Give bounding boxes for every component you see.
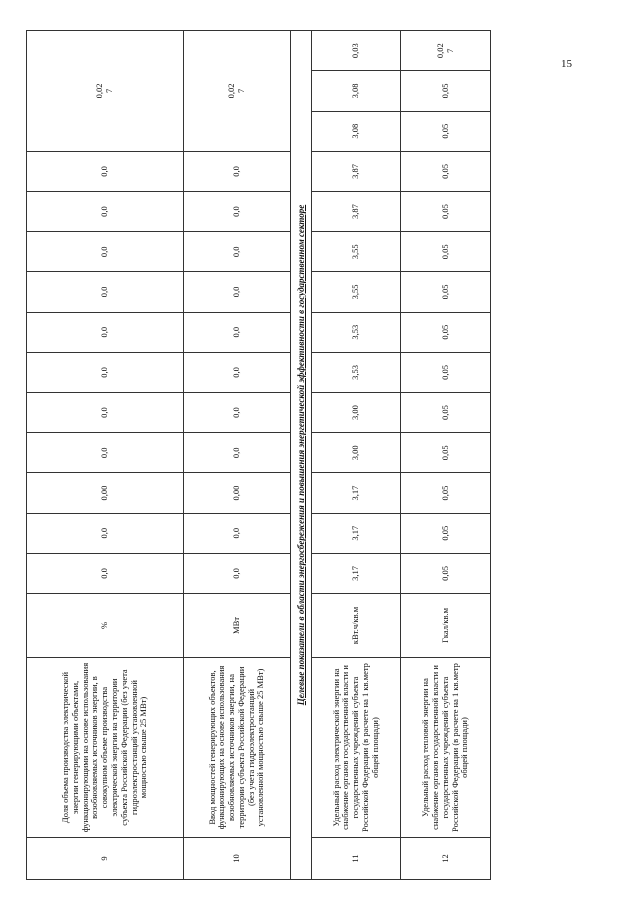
value-cell: 0,0	[184, 433, 291, 473]
value-cell: 0,05	[401, 312, 491, 352]
value-cell: 0,05	[401, 352, 491, 392]
value-cell: 0,0	[27, 513, 184, 553]
value-cell: 0,05	[401, 433, 491, 473]
value-cell: 3,87	[311, 151, 401, 191]
value-cell: 0,02 7	[184, 31, 291, 152]
value-cell: 3,17	[311, 513, 401, 553]
value-cell: 0,0	[27, 151, 184, 191]
value-cell: 0,05	[401, 151, 491, 191]
value-cell: 0,0	[27, 392, 184, 432]
value-cell: 0,0	[184, 392, 291, 432]
row-number: 10	[184, 838, 291, 880]
row-number: 12	[401, 838, 491, 880]
value-cell: 0,05	[401, 71, 491, 111]
value-cell: 0,05	[401, 392, 491, 432]
value-cell: 0,0	[184, 553, 291, 593]
indicators-table	[26, 30, 491, 880]
value-cell: 0,0	[184, 352, 291, 392]
value-cell: 0,0	[184, 232, 291, 272]
unit-cell: кВт.ч/кв.м	[311, 594, 401, 658]
indicator-description: Удельный расход электрической энергии на снабжение органов государственной власти и государственных учреждений субъекта Российской Федерации (в расчете на 1 кв.метр общей площади)	[311, 658, 401, 838]
value-cell: 0,00	[27, 473, 184, 513]
value-cell: 0,05	[401, 191, 491, 231]
value-cell: 3,08	[311, 111, 401, 151]
value-cell: 3,53	[311, 312, 401, 352]
value-cell: 3,55	[311, 272, 401, 312]
value-cell: 0,0	[27, 433, 184, 473]
value-cell: 0,0	[184, 312, 291, 352]
indicator-description: Ввод мощностей генерирующих объектов, функционирующих на основе использования возобновляемых источников энергии, на территории субъекта Российской Федерации (без учета гидроэлектростанций установленной мощностью свыше 25 МВт)	[184, 658, 291, 838]
value-cell: 3,08	[311, 71, 401, 111]
value-cell: 0,0	[27, 553, 184, 593]
value-cell: 0,0	[184, 151, 291, 191]
table-row	[401, 31, 491, 880]
value-cell: 0,0	[184, 513, 291, 553]
section-title: Целевые показатели в области энергосбережения и повышения энергетической эффективности в государственном секторе	[290, 31, 311, 880]
value-cell: 0,02 7	[27, 31, 184, 152]
table-row	[184, 31, 291, 880]
value-cell: 3,17	[311, 473, 401, 513]
value-cell: 0,0	[27, 352, 184, 392]
value-cell: 0,0	[27, 191, 184, 231]
value-cell: 0,03	[311, 31, 401, 71]
table-row	[311, 31, 401, 880]
value-cell: 0,05	[401, 232, 491, 272]
indicator-description: Удельный расход тепловой энергии на снабжение органов государственной власти и государственных учреждений субъекта Российской Федерации (в расчете на 1 кв.метр общей площади)	[401, 658, 491, 838]
value-cell: 3,00	[311, 392, 401, 432]
indicator-description: Доля объема производства электрической энергии генерирующими объектами, функционирующими на основе использования возобновляемых источников энергии, в совокупном объеме производства электрической энергии на территории субъекта Российской Федерации (без учета гидроэлектростанций установленной мощностью свыше 25 МВт)	[27, 658, 184, 838]
value-cell: 0,0	[27, 312, 184, 352]
value-cell: 0,05	[401, 473, 491, 513]
value-cell: 0,05	[401, 553, 491, 593]
unit-cell: Гкал/кв.м	[401, 594, 491, 658]
value-cell: 0,0	[184, 272, 291, 312]
value-cell: 0,05	[401, 272, 491, 312]
rotated-table-container	[26, 30, 491, 880]
value-cell: 0,05	[401, 111, 491, 151]
value-cell: 0,0	[27, 272, 184, 312]
row-number: 9	[27, 838, 184, 880]
value-cell: 0,0	[184, 191, 291, 231]
value-cell: 3,00	[311, 433, 401, 473]
page-number: 15	[561, 58, 572, 70]
unit-cell: %	[27, 594, 184, 658]
value-cell: 3,17	[311, 553, 401, 593]
value-cell: 0,00	[184, 473, 291, 513]
row-number: 11	[311, 838, 401, 880]
unit-cell: МВт	[184, 594, 291, 658]
table-row	[27, 31, 184, 880]
value-cell: 3,87	[311, 191, 401, 231]
value-cell: 3,53	[311, 352, 401, 392]
value-cell: 0,05	[401, 513, 491, 553]
value-cell: 3,55	[311, 232, 401, 272]
section-row	[290, 31, 311, 880]
value-cell: 0,0	[27, 232, 184, 272]
value-cell: 0,02 7	[401, 31, 491, 71]
